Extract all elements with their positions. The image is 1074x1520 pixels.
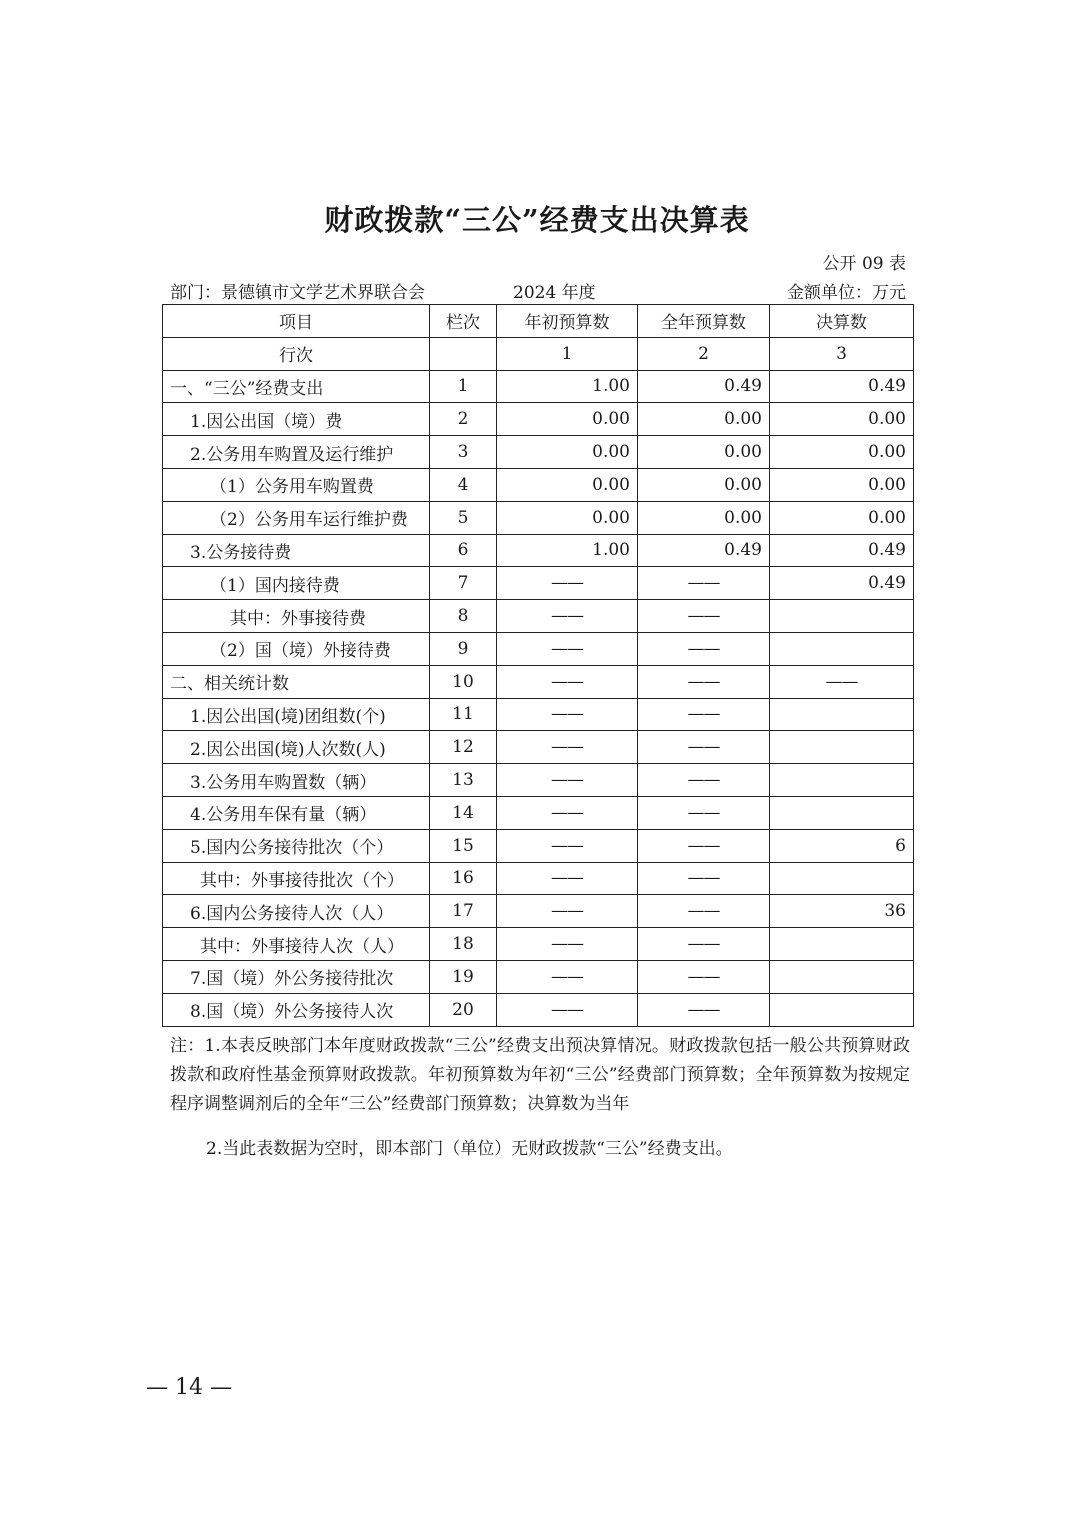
row-item-label: （2）国（境）外接待费 [163, 632, 430, 665]
row-initial-budget: —— [497, 960, 638, 993]
page-number: — 14 — [146, 1375, 232, 1400]
row-item-label: 一、“三公”经费支出 [163, 370, 430, 403]
page-title: 财政拨款“三公”经费支出决算表 [324, 203, 750, 237]
row-item-label: 8.国（境）外公务接待人次 [163, 993, 430, 1026]
row-full-year-budget: 0.49 [638, 370, 770, 403]
row-initial-budget: 0.00 [497, 403, 638, 436]
row-initial-budget: —— [497, 632, 638, 665]
row-item-label: （1）国内接待费 [163, 567, 430, 600]
row-line-number: 17 [430, 895, 497, 928]
row-final-account: 0.00 [770, 403, 914, 436]
table-row [163, 764, 914, 797]
row-full-year-budget: —— [638, 567, 770, 600]
table-row [163, 600, 914, 633]
row-full-year-budget: —— [638, 600, 770, 633]
table-row [163, 928, 914, 961]
row-line-number: 2 [430, 403, 497, 436]
table-note-1: 注：1.本表反映部门本年度财政拨款“三公”经费支出预决算情况。财政拨款包括一般公共预算财政拨款和政府性基金预算财政拨款。年初预算数为年初“三公”经费部门预算数；全年预算数为按规定程序调整调剂后的全年“三公”经费部门预算数；决算数为当年 [170, 1036, 910, 1114]
row-full-year-budget: —— [638, 862, 770, 895]
row-item-label: 4.公务用车保有量（辆） [163, 796, 430, 829]
row-initial-budget: —— [497, 993, 638, 1026]
table-row [163, 468, 914, 501]
row-initial-budget: 1.00 [497, 534, 638, 567]
row-full-year-budget: —— [638, 764, 770, 797]
row-item-label: 7.国（境）外公务接待批次 [163, 960, 430, 993]
row-final-account: 0.00 [770, 468, 914, 501]
row-initial-budget: —— [497, 731, 638, 764]
row-full-year-budget: —— [638, 665, 770, 698]
table-row [163, 796, 914, 829]
row-full-year-budget: —— [638, 960, 770, 993]
header-cell-line: 栏次 [430, 305, 497, 338]
row-item-label: 5.国内公务接待批次（个） [163, 829, 430, 862]
index-cell-3: 3 [770, 337, 914, 370]
row-line-number: 11 [430, 698, 497, 731]
header-cell-initial-budget: 年初预算数 [497, 305, 638, 338]
row-full-year-budget: 0.00 [638, 468, 770, 501]
table-row [163, 370, 914, 403]
row-full-year-budget: —— [638, 796, 770, 829]
three-public-expenses-table [162, 304, 914, 1027]
row-final-account [770, 698, 914, 731]
index-cell-2: 2 [638, 337, 770, 370]
row-initial-budget: 1.00 [497, 370, 638, 403]
index-cell-label: 行次 [163, 337, 430, 370]
row-line-number: 6 [430, 534, 497, 567]
row-initial-budget: —— [497, 567, 638, 600]
fiscal-year-label: 2024 年度 [513, 283, 596, 303]
row-final-account: 6 [770, 829, 914, 862]
row-initial-budget: —— [497, 895, 638, 928]
row-line-number: 4 [430, 468, 497, 501]
row-full-year-budget: —— [638, 895, 770, 928]
row-item-label: 2.因公出国(境)人次数(人) [163, 731, 430, 764]
index-cell-line [430, 337, 497, 370]
row-final-account [770, 993, 914, 1026]
header-cell-final-account: 决算数 [770, 305, 914, 338]
row-full-year-budget: —— [638, 632, 770, 665]
row-final-account: —— [770, 665, 914, 698]
row-item-label: 二、相关统计数 [163, 665, 430, 698]
form-number: 公开 09 表 [822, 254, 906, 274]
row-line-number: 7 [430, 567, 497, 600]
row-item-label: 2.公务用车购置及运行维护 [163, 436, 430, 469]
row-initial-budget: —— [497, 796, 638, 829]
row-item-label: 6.国内公务接待人次（人） [163, 895, 430, 928]
row-line-number: 12 [430, 731, 497, 764]
row-final-account: 0.00 [770, 436, 914, 469]
row-final-account [770, 862, 914, 895]
row-full-year-budget: 0.00 [638, 403, 770, 436]
header-cell-item: 项目 [163, 305, 430, 338]
table-row [163, 534, 914, 567]
table-row [163, 829, 914, 862]
row-initial-budget: —— [497, 600, 638, 633]
row-line-number: 15 [430, 829, 497, 862]
row-item-label: 1.因公出国(境)团组数(个) [163, 698, 430, 731]
row-initial-budget: —— [497, 665, 638, 698]
row-line-number: 18 [430, 928, 497, 961]
row-line-number: 5 [430, 501, 497, 534]
row-initial-budget: 0.00 [497, 501, 638, 534]
row-final-account: 0.49 [770, 370, 914, 403]
row-final-account: 36 [770, 895, 914, 928]
row-final-account [770, 960, 914, 993]
row-final-account [770, 632, 914, 665]
row-full-year-budget: 0.00 [638, 501, 770, 534]
table-row [163, 993, 914, 1026]
table-note-2: 2.当此表数据为空时，即本部门（单位）无财政拨款“三公”经费支出。 [206, 1139, 733, 1159]
row-full-year-budget: —— [638, 829, 770, 862]
row-final-account [770, 928, 914, 961]
row-line-number: 9 [430, 632, 497, 665]
row-line-number: 3 [430, 436, 497, 469]
row-full-year-budget: 0.00 [638, 436, 770, 469]
row-initial-budget: —— [497, 698, 638, 731]
row-final-account [770, 764, 914, 797]
row-initial-budget: —— [497, 862, 638, 895]
row-final-account: 0.00 [770, 501, 914, 534]
row-line-number: 8 [430, 600, 497, 633]
table-header-row [163, 305, 914, 338]
row-initial-budget: —— [497, 829, 638, 862]
row-final-account [770, 731, 914, 764]
row-line-number: 20 [430, 993, 497, 1026]
row-item-label: 3.公务用车购置数（辆） [163, 764, 430, 797]
table-row [163, 731, 914, 764]
row-item-label: 其中：外事接待批次（个） [163, 862, 430, 895]
table-row [163, 436, 914, 469]
header-cell-full-year-budget: 全年预算数 [638, 305, 770, 338]
row-final-account [770, 796, 914, 829]
row-full-year-budget: —— [638, 993, 770, 1026]
row-line-number: 1 [430, 370, 497, 403]
table-row [163, 895, 914, 928]
row-full-year-budget: —— [638, 928, 770, 961]
row-initial-budget: 0.00 [497, 468, 638, 501]
table-row [163, 862, 914, 895]
row-initial-budget: —— [497, 764, 638, 797]
row-initial-budget: 0.00 [497, 436, 638, 469]
row-full-year-budget: —— [638, 698, 770, 731]
department-label: 部门：景德镇市文学艺术界联合会 [170, 283, 425, 303]
row-line-number: 13 [430, 764, 497, 797]
row-item-label: （1）公务用车购置费 [163, 468, 430, 501]
row-full-year-budget: 0.49 [638, 534, 770, 567]
row-final-account: 0.49 [770, 567, 914, 600]
row-item-label: 其中：外事接待人次（人） [163, 928, 430, 961]
table-row [163, 632, 914, 665]
index-cell-1: 1 [497, 337, 638, 370]
row-line-number: 19 [430, 960, 497, 993]
table-row [163, 567, 914, 600]
row-item-label: 其中：外事接待费 [163, 600, 430, 633]
row-line-number: 14 [430, 796, 497, 829]
table-row [163, 665, 914, 698]
row-final-account: 0.49 [770, 534, 914, 567]
currency-unit-label: 金额单位：万元 [787, 283, 906, 303]
row-line-number: 10 [430, 665, 497, 698]
table-row [163, 698, 914, 731]
row-line-number: 16 [430, 862, 497, 895]
row-final-account [770, 600, 914, 633]
table-row [163, 501, 914, 534]
table-row [163, 960, 914, 993]
row-item-label: 1.因公出国（境）费 [163, 403, 430, 436]
row-item-label: 3.公务接待费 [163, 534, 430, 567]
row-initial-budget: —— [497, 928, 638, 961]
row-full-year-budget: —— [638, 731, 770, 764]
row-item-label: （2）公务用车运行维护费 [163, 501, 430, 534]
index-row [163, 337, 914, 370]
table-row [163, 403, 914, 436]
